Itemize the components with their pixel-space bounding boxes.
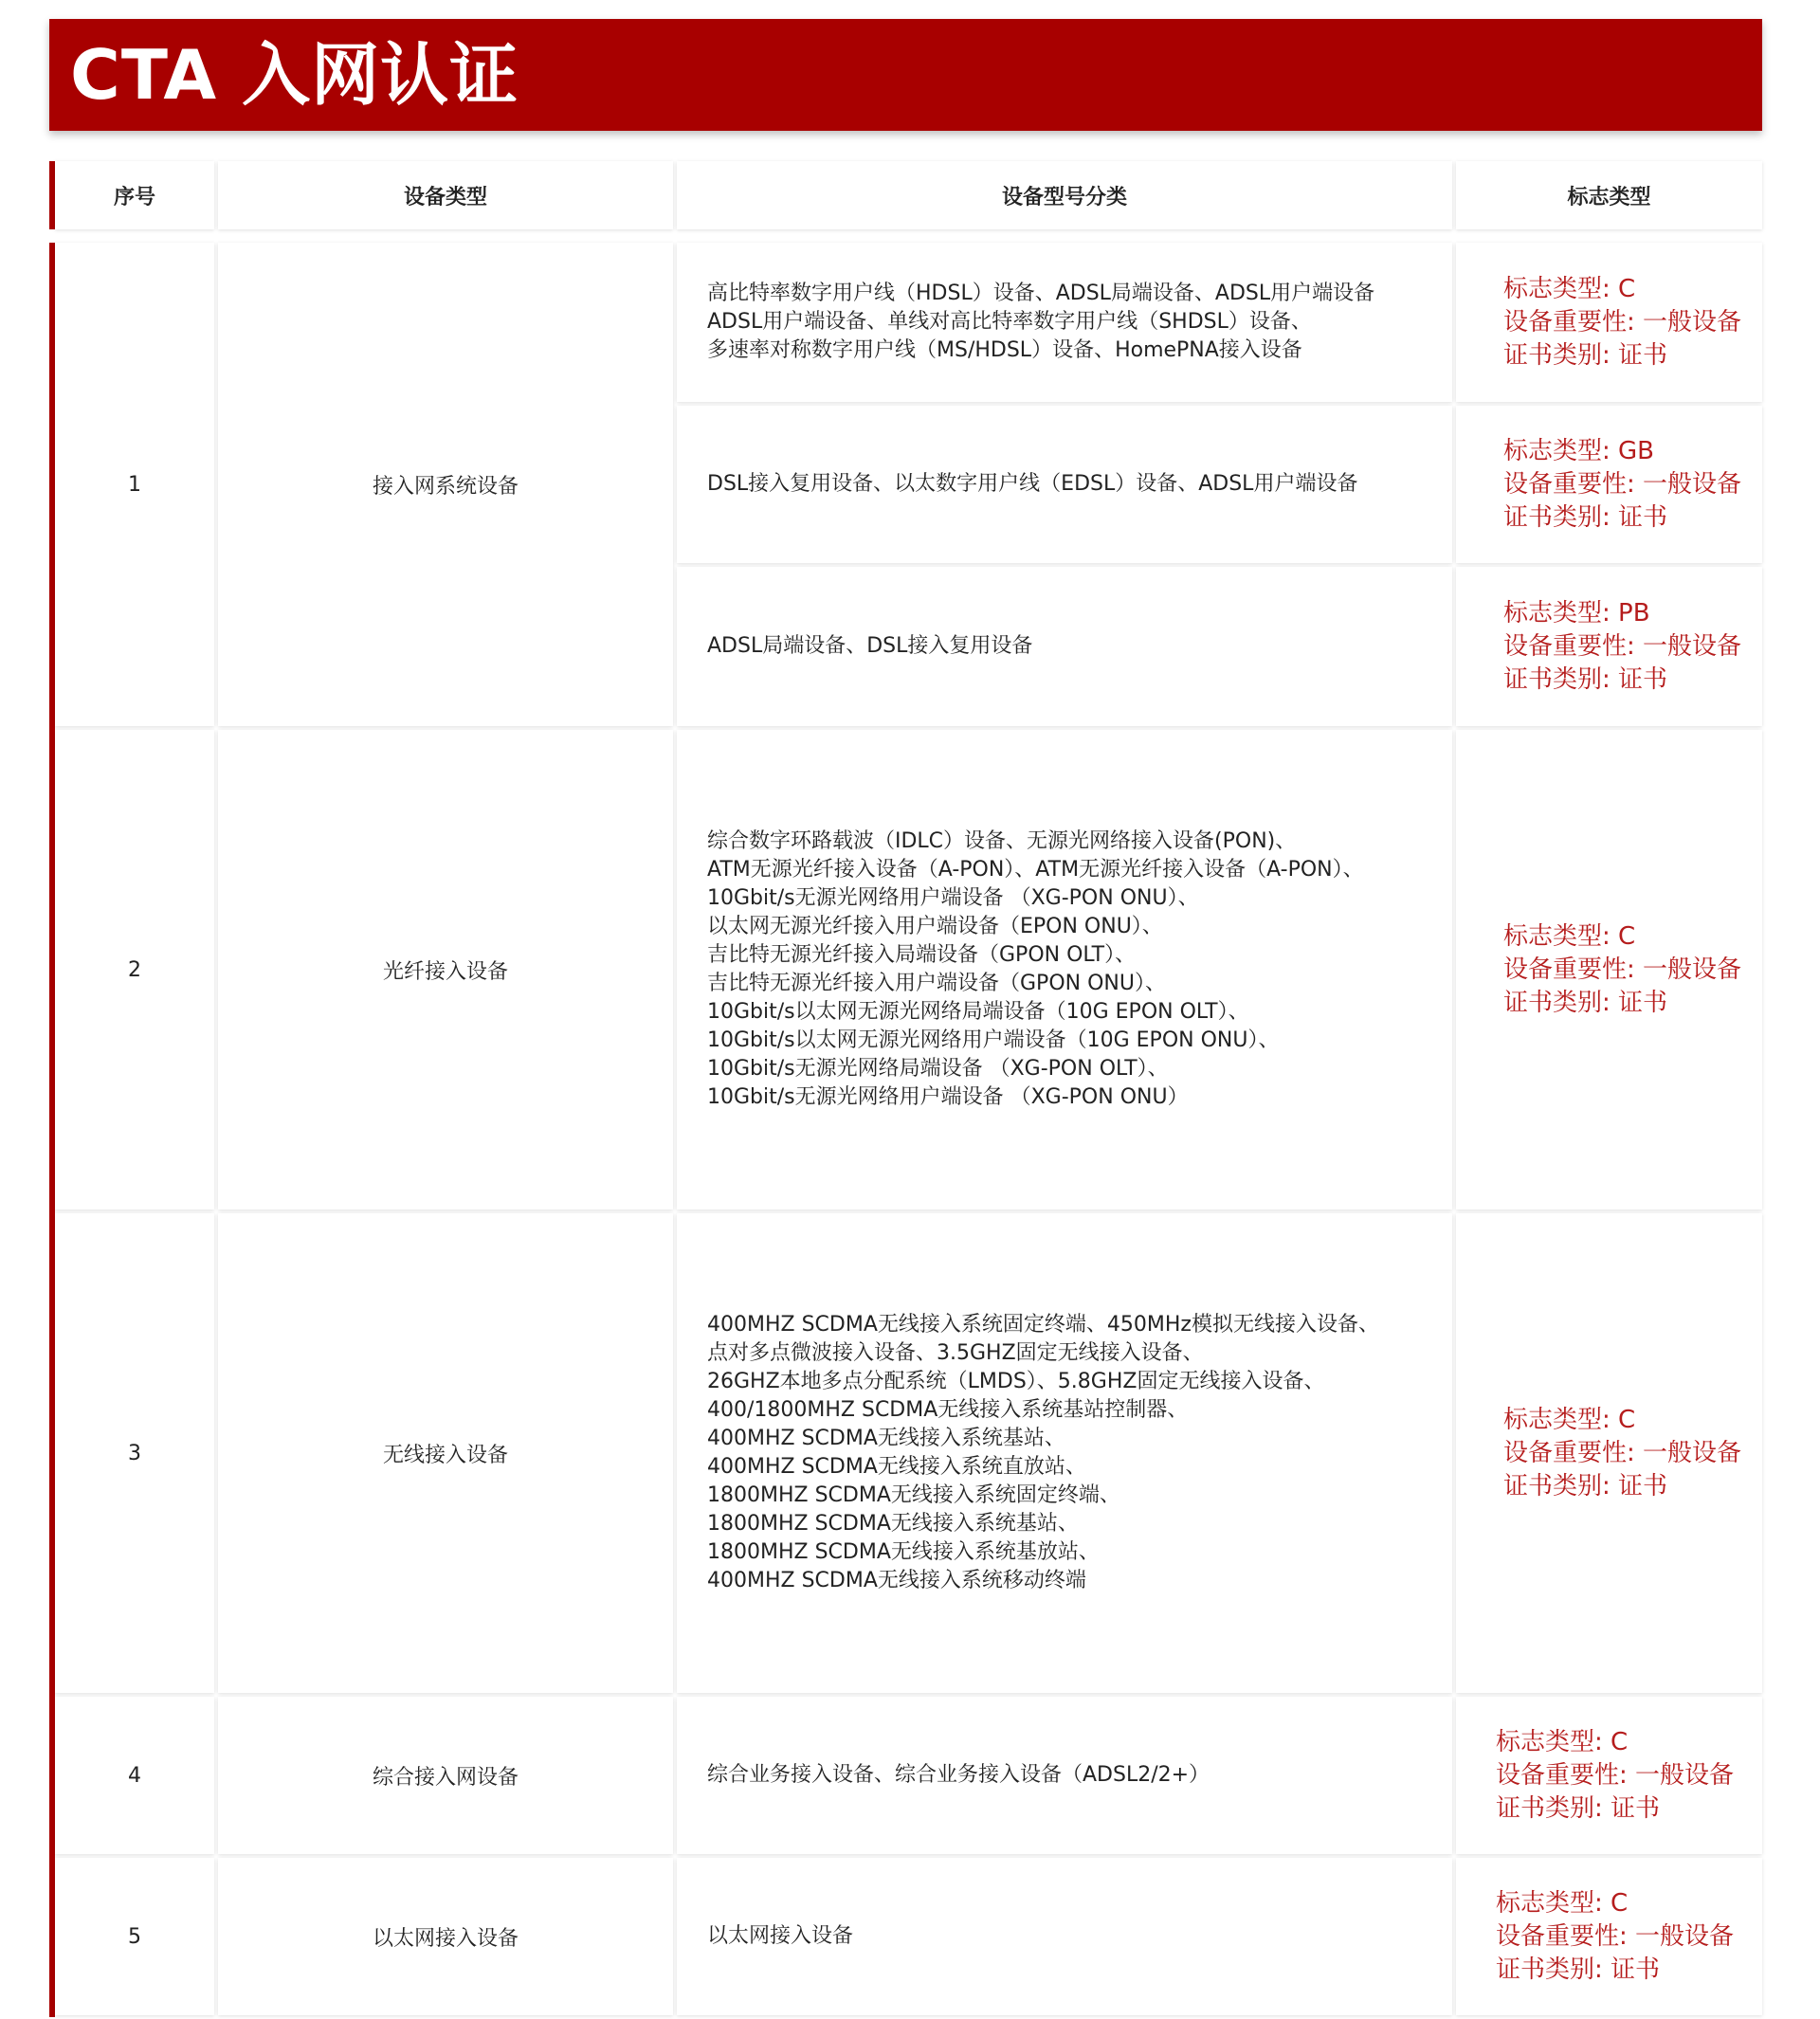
- model-line: 26GHZ本地多点分配系统（LMDS）、5.8GHZ固定无线接入设备、: [707, 1370, 1325, 1393]
- page-title: CTA 入网认证: [70, 35, 519, 115]
- mark-type-value: PB: [1618, 598, 1650, 628]
- row-3-no: 3: [55, 1213, 214, 1693]
- cert-label: 证书类别:: [1503, 1471, 1619, 1501]
- row-3-models: [677, 1213, 1452, 1693]
- importance-value: 一般设备: [1635, 1921, 1735, 1951]
- mark-type-label: 标志类型:: [1503, 436, 1619, 465]
- model-line: 综合业务接入设备、综合业务接入设备（ADSL2/2+）: [707, 1763, 1210, 1787]
- model-line: 10Gbit/s无源光网络用户端设备 （XG-PON ONU）: [707, 1085, 1189, 1109]
- model-line: 10Gbit/s无源光网络局端设备 （XG-PON OLT）、: [707, 1057, 1169, 1081]
- model-line: 400/1800MHZ SCDMA无线接入系统基站控制器、: [707, 1398, 1189, 1422]
- importance-label: 设备重要性:: [1496, 1760, 1636, 1790]
- mark-type-label: 标志类型:: [1503, 274, 1619, 303]
- model-line: 以太网接入设备: [707, 1924, 854, 1948]
- model-line: 10Gbit/s无源光网络用户端设备 （XG-PON ONU）、: [707, 886, 1199, 910]
- mark-type-label: 标志类型:: [1503, 598, 1619, 628]
- model-line: 10Gbit/s以太网无源光网络用户端设备（10G EPON ONU）、: [707, 1028, 1280, 1052]
- importance-value: 一般设备: [1643, 955, 1742, 984]
- importance-label: 设备重要性:: [1503, 631, 1644, 661]
- row-2-models: [677, 730, 1452, 1210]
- row-5-type: 以太网接入设备: [218, 1858, 673, 2015]
- row-5-models: [677, 1858, 1452, 2015]
- cert-value: 证书: [1611, 1793, 1661, 1823]
- importance-label: 设备重要性:: [1503, 955, 1644, 984]
- row-4-no: 4: [55, 1697, 214, 1854]
- cert-label: 证书类别:: [1496, 1793, 1611, 1823]
- title-banner: [49, 19, 1762, 131]
- model-line: 400MHZ SCDMA无线接入系统移动终端: [707, 1569, 1086, 1592]
- row-1-sub-1-models: [677, 243, 1452, 402]
- row-5-mark: [1456, 1858, 1762, 2015]
- model-line: 400MHZ SCDMA无线接入系统基站、: [707, 1427, 1065, 1450]
- cert-label: 证书类别:: [1503, 340, 1619, 370]
- mark-type-value: C: [1618, 274, 1636, 303]
- header-type: 设备类型: [218, 161, 673, 229]
- model-line: 点对多点微波接入设备、3.5GHZ固定无线接入设备、: [707, 1341, 1204, 1365]
- model-line: ADSL用户端设备、单线对高比特率数字用户线（SHDSL）设备、: [707, 310, 1312, 334]
- row-2-type: 光纤接入设备: [218, 730, 673, 1210]
- model-line: ATM无源光纤接入设备（A-PON）、ATM无源光纤接入设备（A-PON）、: [707, 858, 1364, 882]
- row-4-models: [677, 1697, 1452, 1854]
- row-5-no: 5: [55, 1858, 214, 2015]
- importance-value: 一般设备: [1643, 469, 1742, 499]
- cert-value: 证书: [1618, 340, 1668, 370]
- header-no: 序号: [55, 161, 214, 229]
- model-line: DSL接入复用设备、以太数字用户线（EDSL）设备、ADSL用户端设备: [707, 472, 1358, 496]
- model-line: 10Gbit/s以太网无源光网络局端设备（10G EPON OLT）、: [707, 1000, 1249, 1024]
- importance-label: 设备重要性:: [1503, 1438, 1644, 1467]
- importance-value: 一般设备: [1643, 307, 1742, 336]
- row-1-sub-1-mark: [1456, 243, 1762, 402]
- mark-type-value: C: [1611, 1888, 1629, 1918]
- cert-label: 证书类别:: [1503, 502, 1619, 532]
- header-mark: 标志类型: [1456, 161, 1762, 229]
- model-line: 1800MHZ SCDMA无线接入系统基放站、: [707, 1540, 1100, 1564]
- row-4-type: 综合接入网设备: [218, 1697, 673, 1854]
- mark-type-label: 标志类型:: [1496, 1888, 1611, 1918]
- model-line: 综合数字环路载波（IDLC）设备、无源光网络接入设备(PON)、: [707, 829, 1297, 853]
- row-1-sub-3-models: [677, 567, 1452, 726]
- header-models: 设备型号分类: [677, 161, 1452, 229]
- row-1-type: 接入网系统设备: [218, 243, 673, 726]
- importance-value: 一般设备: [1643, 1438, 1742, 1467]
- model-line: 以太网无源光纤接入用户端设备（EPON ONU）、: [707, 915, 1163, 938]
- mark-type-value: C: [1611, 1727, 1629, 1756]
- cert-value: 证书: [1618, 1471, 1668, 1501]
- mark-type-label: 标志类型:: [1503, 921, 1619, 951]
- row-3-mark: [1456, 1213, 1762, 1693]
- mark-type-value: C: [1618, 921, 1636, 951]
- model-line: 400MHZ SCDMA无线接入系统直放站、: [707, 1455, 1086, 1479]
- cert-label: 证书类别:: [1503, 664, 1619, 694]
- row-3-type: 无线接入设备: [218, 1213, 673, 1693]
- row-1-sub-2-mark: [1456, 406, 1762, 563]
- row-4-mark: [1456, 1697, 1762, 1854]
- model-line: ADSL局端设备、DSL接入复用设备: [707, 634, 1033, 658]
- cert-value: 证书: [1618, 502, 1668, 532]
- cert-label: 证书类别:: [1503, 988, 1619, 1017]
- mark-type-label: 标志类型:: [1496, 1727, 1611, 1756]
- importance-value: 一般设备: [1643, 631, 1742, 661]
- importance-label: 设备重要性:: [1503, 307, 1644, 336]
- cert-label: 证书类别:: [1496, 1955, 1611, 1984]
- model-line: 1800MHZ SCDMA无线接入系统固定终端、: [707, 1483, 1120, 1507]
- model-line: 1800MHZ SCDMA无线接入系统基站、: [707, 1512, 1079, 1536]
- importance-value: 一般设备: [1635, 1760, 1735, 1790]
- row-1-no: 1: [55, 243, 214, 726]
- cert-value: 证书: [1618, 988, 1668, 1017]
- row-1-sub-3-mark: [1456, 567, 1762, 726]
- model-line: 高比特率数字用户线（HDSL）设备、ADSL局端设备、ADSL用户端设备: [707, 282, 1375, 305]
- row-2-mark: [1456, 730, 1762, 1210]
- model-line: 400MHZ SCDMA无线接入系统固定终端、450MHz模拟无线接入设备、: [707, 1313, 1379, 1337]
- model-line: 吉比特无源光纤接入局端设备（GPON OLT）、: [707, 943, 1137, 967]
- mark-type-value: C: [1618, 1405, 1636, 1434]
- importance-label: 设备重要性:: [1496, 1921, 1636, 1951]
- cert-value: 证书: [1618, 664, 1668, 694]
- row-1-sub-2-models: [677, 406, 1452, 563]
- mark-type-label: 标志类型:: [1503, 1405, 1619, 1434]
- model-line: 吉比特无源光纤接入用户端设备（GPON ONU）、: [707, 972, 1166, 995]
- model-line: 多速率对称数字用户线（MS/HDSL）设备、HomePNA接入设备: [707, 338, 1302, 362]
- importance-label: 设备重要性:: [1503, 469, 1644, 499]
- row-2-no: 2: [55, 730, 214, 1210]
- mark-type-value: GB: [1618, 436, 1655, 465]
- cert-value: 证书: [1611, 1955, 1661, 1984]
